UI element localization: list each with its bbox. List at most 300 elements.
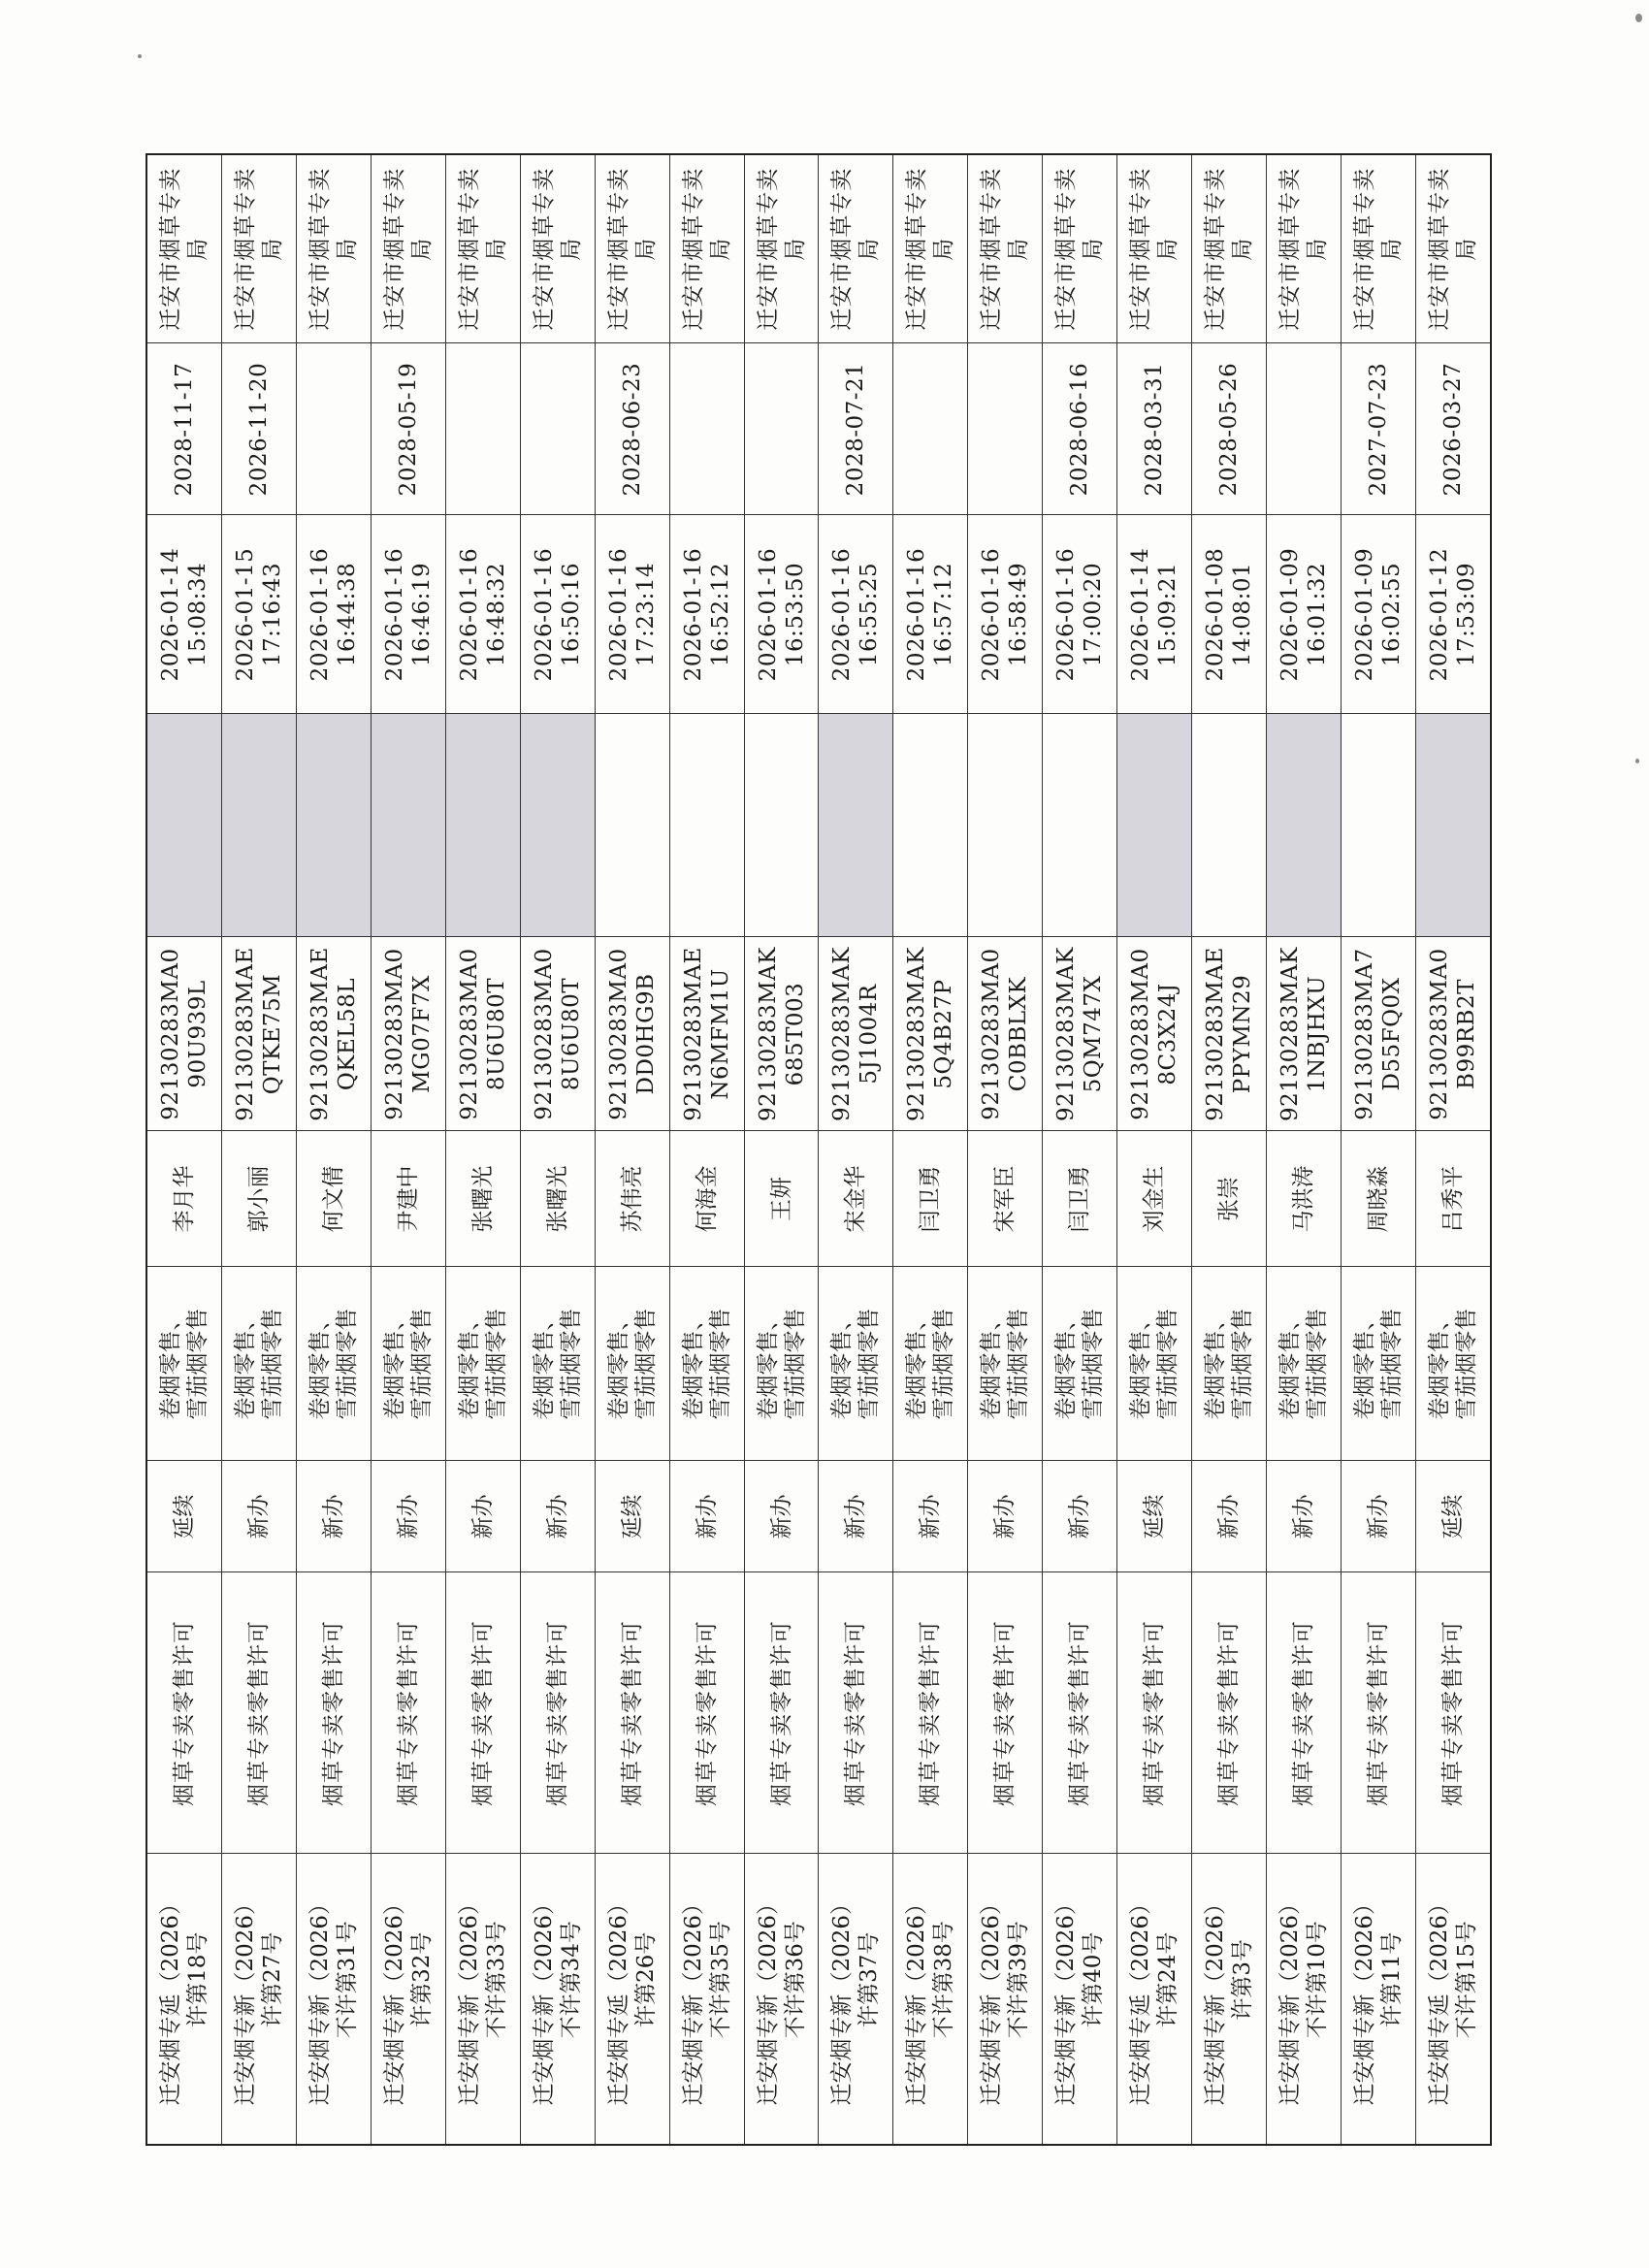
license-type: 烟草专卖零售许可: [146, 1572, 222, 1854]
redacted-cell: [222, 714, 297, 937]
issuing-authority: 迁安市烟草专卖局: [445, 154, 520, 343]
credit-code-cell: [520, 937, 595, 1131]
license-number-cell: [520, 1854, 595, 2145]
operation-type: 新办: [1043, 1461, 1117, 1572]
decision-datetime-cell: [819, 515, 893, 714]
decision-time: 17:16:43: [260, 562, 286, 667]
redacted-cell: [297, 714, 372, 937]
license-number: 迁安烟专新（2026）: [1203, 1892, 1229, 2106]
business-scope-2: 雪茄烟零售: [334, 1308, 360, 1420]
license-number-cell: [1415, 1854, 1491, 2145]
operation-type: 新办: [520, 1461, 595, 1572]
decision-datetime-cell: [1043, 515, 1117, 714]
expiry-date: 2028-05-26: [1192, 343, 1267, 515]
license-number-suffix: 许第11号: [1378, 1931, 1405, 2027]
credit-code-suffix: C0BBLXK: [1006, 976, 1032, 1092]
decision-datetime-cell: [893, 515, 968, 714]
credit-code-suffix: 90U939L: [185, 980, 211, 1088]
credit-code-cell: [297, 937, 372, 1131]
issuing-authority: 迁安市烟草专卖局: [1267, 154, 1342, 343]
operation-type: 新办: [744, 1461, 819, 1572]
license-number-cell: [371, 1854, 445, 2145]
license-number: 迁安烟专延（2026）: [1426, 1892, 1452, 2106]
applicant-name: 尹建中: [371, 1131, 445, 1267]
credit-code-suffix: B99RB2T: [1453, 979, 1479, 1089]
issuing-authority: 迁安市烟草专卖局: [595, 154, 669, 343]
license-number-cell: [819, 1854, 893, 2145]
table-row: [520, 154, 595, 2145]
table-row: [146, 154, 222, 2145]
credit-code: 92130283MA0: [531, 948, 557, 1120]
issuing-authority: 迁安市烟草专卖局: [669, 154, 744, 343]
expiry-date: [1267, 343, 1342, 515]
decision-date: 2026-01-16: [755, 547, 781, 682]
operation-type: 延续: [1117, 1461, 1192, 1572]
business-scope-cell: [744, 1267, 819, 1461]
credit-code-cell: [595, 937, 669, 1131]
decision-date: 2026-01-08: [1203, 547, 1229, 682]
table-row: [1192, 154, 1267, 2145]
credit-code: 92130283MAE: [1203, 947, 1229, 1121]
license-number-suffix: 不许第15号: [1453, 1921, 1479, 2039]
decision-time: 15:08:34: [185, 562, 211, 667]
license-number: 迁安烟专新（2026）: [829, 1892, 856, 2106]
business-scope: 卷烟零售、: [605, 1308, 631, 1420]
license-type: 烟草专卖零售许可: [968, 1572, 1043, 1854]
decision-time: 16:44:38: [334, 562, 360, 667]
license-type: 烟草专卖零售许可: [1267, 1572, 1342, 1854]
redacted-cell: [371, 714, 445, 937]
decision-time: 16:55:25: [857, 562, 883, 667]
credit-code: 92130283MA0: [979, 948, 1005, 1120]
applicant-name: 宋金华: [819, 1131, 893, 1267]
table-body: [146, 154, 1491, 2145]
business-scope-cell: [520, 1267, 595, 1461]
business-scope-2: 雪茄烟零售: [1230, 1308, 1256, 1420]
decision-date: 2026-01-16: [456, 547, 482, 682]
expiry-date: 2028-05-19: [371, 343, 445, 515]
issuing-authority: 迁安市烟草专卖局: [1415, 154, 1491, 343]
business-scope-2: 雪茄烟零售: [1006, 1308, 1032, 1420]
issuing-authority: 迁安市烟草专卖局: [968, 154, 1043, 343]
decision-datetime-cell: [1341, 515, 1415, 714]
business-scope-cell: [1192, 1267, 1267, 1461]
business-scope-cell: [1415, 1267, 1491, 1461]
decision-date: 2026-01-14: [158, 547, 184, 682]
decision-datetime-cell: [744, 515, 819, 714]
business-scope-cell: [222, 1267, 297, 1461]
table-row: [893, 154, 968, 2145]
business-scope-cell: [146, 1267, 222, 1461]
decision-date: 2026-01-16: [381, 547, 407, 682]
decision-datetime-cell: [1267, 515, 1342, 714]
decision-datetime-cell: [968, 515, 1043, 714]
issuing-authority: 迁安市烟草专卖局: [520, 154, 595, 343]
license-number: 迁安烟专新（2026）: [680, 1892, 706, 2106]
business-scope: 卷烟零售、: [1128, 1308, 1154, 1420]
business-scope: 卷烟零售、: [1203, 1308, 1229, 1420]
credit-code: 92130283MAK: [904, 947, 930, 1121]
business-scope-2: 雪茄烟零售: [483, 1308, 509, 1420]
license-type: 烟草专卖零售许可: [819, 1572, 893, 1854]
license-number-cell: [1341, 1854, 1415, 2145]
rotated-table-wrapper: [146, 155, 1492, 2146]
license-type: 烟草专卖零售许可: [1043, 1572, 1117, 1854]
business-scope: 卷烟零售、: [1426, 1308, 1452, 1420]
license-number: 迁安烟专新（2026）: [1351, 1892, 1377, 2106]
operation-type: 新办: [819, 1461, 893, 1572]
decision-date: 2026-01-16: [680, 547, 706, 682]
credit-code: 92130283MA0: [1426, 948, 1452, 1120]
issuing-authority: 迁安市烟草专卖局: [146, 154, 222, 343]
decision-date: 2026-01-16: [904, 547, 930, 682]
operation-type: 新办: [297, 1461, 372, 1572]
expiry-date: [669, 343, 744, 515]
credit-code-cell: [445, 937, 520, 1131]
credit-code-cell: [222, 937, 297, 1131]
license-number: 迁安烟专延（2026）: [1128, 1892, 1154, 2106]
business-scope-cell: [1117, 1267, 1192, 1461]
applicant-name: 吕秀平: [1415, 1131, 1491, 1267]
expiry-date: 2028-11-17: [146, 343, 222, 515]
license-number-cell: [222, 1854, 297, 2145]
license-type: 烟草专卖零售许可: [595, 1572, 669, 1854]
applicant-name: 王妍: [744, 1131, 819, 1267]
table-row: [595, 154, 669, 2145]
decision-datetime-cell: [595, 515, 669, 714]
applicant-name: 周晓淼: [1341, 1131, 1415, 1267]
business-scope: 卷烟零售、: [381, 1308, 407, 1420]
redacted-cell: [520, 714, 595, 937]
issuing-authority: 迁安市烟草专卖局: [297, 154, 372, 343]
business-scope: 卷烟零售、: [158, 1308, 184, 1420]
credit-code-cell: [1117, 937, 1192, 1131]
credit-code: 92130283MA0: [1128, 948, 1154, 1120]
business-scope: 卷烟零售、: [829, 1308, 856, 1420]
credit-code-cell: [1267, 937, 1342, 1131]
license-number-suffix: 不许第39号: [1006, 1921, 1032, 2039]
credit-code: 92130283MA0: [605, 948, 631, 1120]
business-scope-cell: [819, 1267, 893, 1461]
applicant-name: 郭小丽: [222, 1131, 297, 1267]
applicant-name: 闫卫勇: [1043, 1131, 1117, 1267]
decision-date: 2026-01-16: [1053, 547, 1080, 682]
business-scope-2: 雪茄烟零售: [857, 1308, 883, 1420]
credit-code-suffix: 8U6U80T: [483, 977, 509, 1091]
credit-code-cell: [1341, 937, 1415, 1131]
table-row: [222, 154, 297, 2145]
business-scope: 卷烟零售、: [1277, 1308, 1303, 1420]
business-scope-2: 雪茄烟零售: [408, 1308, 435, 1420]
license-number-cell: [1267, 1854, 1342, 2145]
credit-code: 92130283MAK: [829, 947, 856, 1121]
business-scope-cell: [1341, 1267, 1415, 1461]
business-scope-2: 雪茄烟零售: [782, 1308, 808, 1420]
credit-code: 92130283MA0: [381, 948, 407, 1120]
decision-time: 16:01:32: [1304, 562, 1330, 667]
business-scope: 卷烟零售、: [1053, 1308, 1080, 1420]
license-number-suffix: 不许第31号: [334, 1921, 360, 2039]
expiry-date: [968, 343, 1043, 515]
business-scope-cell: [968, 1267, 1043, 1461]
decision-datetime-cell: [669, 515, 744, 714]
decision-time: 16:53:50: [782, 562, 808, 667]
credit-code-cell: [146, 937, 222, 1131]
applicant-name: 张曙光: [520, 1131, 595, 1267]
decision-time: 15:09:21: [1155, 562, 1181, 667]
license-number-suffix: 许第3号: [1230, 1938, 1256, 2021]
business-scope-2: 雪茄烟零售: [632, 1308, 659, 1420]
credit-code-suffix: N6MFM1U: [707, 968, 733, 1100]
license-number-cell: [595, 1854, 669, 2145]
license-type: 烟草专卖零售许可: [669, 1572, 744, 1854]
applicant-name: 李月华: [146, 1131, 222, 1267]
business-scope-cell: [371, 1267, 445, 1461]
credit-code-cell: [669, 937, 744, 1131]
license-number-cell: [669, 1854, 744, 2145]
applicant-name: 张崇: [1192, 1131, 1267, 1267]
license-number-cell: [968, 1854, 1043, 2145]
operation-type: 延续: [595, 1461, 669, 1572]
decision-date: 2026-01-09: [1351, 547, 1377, 682]
decision-date: 2026-01-16: [605, 547, 631, 682]
business-scope: 卷烟零售、: [680, 1308, 706, 1420]
issuing-authority: 迁安市烟草专卖局: [1341, 154, 1415, 343]
expiry-date: 2026-03-27: [1415, 343, 1491, 515]
decision-datetime-cell: [1117, 515, 1192, 714]
decision-datetime-cell: [445, 515, 520, 714]
operation-type: 新办: [1192, 1461, 1267, 1572]
table-row: [669, 154, 744, 2145]
applicant-name: 苏伟亮: [595, 1131, 669, 1267]
license-number-suffix: 许第37号: [857, 1931, 883, 2027]
credit-code: 92130283MAE: [307, 947, 333, 1121]
redacted-cell: [744, 714, 819, 937]
table-row: [297, 154, 372, 2145]
license-number-suffix: 不许第10号: [1304, 1921, 1330, 2039]
table-row: [744, 154, 819, 2145]
license-number: 迁安烟专新（2026）: [904, 1892, 930, 2106]
applicant-name: 马洪涛: [1267, 1131, 1342, 1267]
business-scope-cell: [445, 1267, 520, 1461]
license-type: 烟草专卖零售许可: [222, 1572, 297, 1854]
license-number-suffix: 许第27号: [260, 1931, 286, 2027]
credit-code-suffix: 8C3X24J: [1155, 983, 1181, 1085]
decision-time: 17:53:09: [1453, 562, 1479, 667]
license-number-cell: [445, 1854, 520, 2145]
credit-code-suffix: DD0HG9B: [632, 973, 659, 1095]
issuing-authority: 迁安市烟草专卖局: [1192, 154, 1267, 343]
scan-speck: [1635, 14, 1642, 22]
license-number: 迁安烟专新（2026）: [1053, 1892, 1080, 2106]
business-scope-cell: [893, 1267, 968, 1461]
business-scope-2: 雪茄烟零售: [1081, 1308, 1107, 1420]
table-row: [1415, 154, 1491, 2145]
redacted-cell: [819, 714, 893, 937]
business-scope-2: 雪茄烟零售: [1453, 1308, 1479, 1420]
decision-date: 2026-01-16: [829, 547, 856, 682]
applicant-name: 何海金: [669, 1131, 744, 1267]
license-number-suffix: 许第40号: [1081, 1931, 1107, 2027]
decision-datetime-cell: [520, 515, 595, 714]
redacted-cell: [146, 714, 222, 937]
license-number: 迁安烟专新（2026）: [755, 1892, 781, 2106]
decision-time: 16:50:16: [558, 562, 584, 667]
credit-code: 92130283MA7: [1351, 948, 1377, 1120]
credit-code: 92130283MA0: [456, 948, 482, 1120]
business-scope: 卷烟零售、: [456, 1308, 482, 1420]
applicant-name: 刘金生: [1117, 1131, 1192, 1267]
license-number: 迁安烟专新（2026）: [979, 1892, 1005, 2106]
credit-code-cell: [371, 937, 445, 1131]
business-scope-cell: [1043, 1267, 1117, 1461]
expiry-date: [744, 343, 819, 515]
expiry-date: 2028-06-23: [595, 343, 669, 515]
business-scope-2: 雪茄烟零售: [707, 1308, 733, 1420]
business-scope: 卷烟零售、: [531, 1308, 557, 1420]
issuing-authority: 迁安市烟草专卖局: [744, 154, 819, 343]
table-row: [371, 154, 445, 2145]
decision-date: 2026-01-14: [1128, 547, 1154, 682]
issuing-authority: 迁安市烟草专卖局: [1117, 154, 1192, 343]
issuing-authority: 迁安市烟草专卖局: [222, 154, 297, 343]
operation-type: 新办: [222, 1461, 297, 1572]
scan-speck: [1635, 759, 1639, 763]
business-scope-2: 雪茄烟零售: [1378, 1308, 1405, 1420]
business-scope: 卷烟零售、: [307, 1308, 333, 1420]
issuing-authority: 迁安市烟草专卖局: [371, 154, 445, 343]
credit-code-suffix: 685T003: [782, 982, 808, 1086]
business-scope-cell: [595, 1267, 669, 1461]
decision-datetime-cell: [1192, 515, 1267, 714]
credit-code: 92130283MAE: [233, 947, 259, 1121]
operation-type: 新办: [1341, 1461, 1415, 1572]
credit-code-suffix: 8U6U80T: [558, 977, 584, 1091]
credit-code-suffix: 5QM747X: [1081, 975, 1107, 1093]
applicant-name: 宋军臣: [968, 1131, 1043, 1267]
license-type: 烟草专卖零售许可: [744, 1572, 819, 1854]
decision-date: 2026-01-16: [531, 547, 557, 682]
redacted-cell: [1117, 714, 1192, 937]
license-number: 迁安烟专新（2026）: [307, 1892, 333, 2106]
license-number: 迁安烟专延（2026）: [158, 1892, 184, 2106]
credit-code-cell: [893, 937, 968, 1131]
decision-date: 2026-01-12: [1426, 547, 1452, 682]
license-type: 烟草专卖零售许可: [520, 1572, 595, 1854]
credit-code-suffix: QKEL58L: [334, 977, 360, 1091]
business-scope: 卷烟零售、: [904, 1308, 930, 1420]
credit-code: 92130283MAK: [1277, 947, 1303, 1121]
applicant-name: 张曙光: [445, 1131, 520, 1267]
issuing-authority: 迁安市烟草专卖局: [819, 154, 893, 343]
decision-date: 2026-01-09: [1277, 547, 1303, 682]
business-scope-2: 雪茄烟零售: [185, 1308, 211, 1420]
decision-time: 14:08:01: [1230, 562, 1256, 667]
license-number: 迁安烟专新（2026）: [1277, 1892, 1303, 2106]
decision-time: 16:48:32: [483, 562, 509, 667]
redacted-cell: [1043, 714, 1117, 937]
redacted-cell: [1341, 714, 1415, 937]
expiry-date: [297, 343, 372, 515]
permits-table: [146, 153, 1492, 2146]
license-type: 烟草专卖零售许可: [1415, 1572, 1491, 1854]
business-scope: 卷烟零售、: [979, 1308, 1005, 1420]
license-type: 烟草专卖零售许可: [1192, 1572, 1267, 1854]
decision-datetime-cell: [371, 515, 445, 714]
license-number-cell: [146, 1854, 222, 2145]
business-scope-2: 雪茄烟零售: [1155, 1308, 1181, 1420]
expiry-date: 2028-03-31: [1117, 343, 1192, 515]
license-number-suffix: 许第24号: [1155, 1931, 1181, 2027]
business-scope-2: 雪茄烟零售: [558, 1308, 584, 1420]
license-number-suffix: 不许第36号: [782, 1921, 808, 2039]
decision-time: 16:52:12: [707, 562, 733, 667]
redacted-cell: [1267, 714, 1342, 937]
license-number: 迁安烟专新（2026）: [233, 1892, 259, 2106]
table-row: [1117, 154, 1192, 2145]
credit-code-cell: [968, 937, 1043, 1131]
redacted-cell: [445, 714, 520, 937]
decision-datetime-cell: [222, 515, 297, 714]
license-number-cell: [1117, 1854, 1192, 2145]
credit-code: 92130283MAK: [1053, 947, 1080, 1121]
expiry-date: [520, 343, 595, 515]
applicant-name: 何文倩: [297, 1131, 372, 1267]
decision-time: 16:02:55: [1378, 562, 1405, 667]
redacted-cell: [595, 714, 669, 937]
business-scope-2: 雪茄烟零售: [931, 1308, 957, 1420]
operation-type: 新办: [968, 1461, 1043, 1572]
credit-code-suffix: 5J1004R: [857, 984, 883, 1085]
applicant-name: 闫卫勇: [893, 1131, 968, 1267]
expiry-date: 2026-11-20: [222, 343, 297, 515]
operation-type: 新办: [445, 1461, 520, 1572]
credit-code: 92130283MAE: [680, 947, 706, 1121]
redacted-cell: [893, 714, 968, 937]
license-number-suffix: 不许第35号: [707, 1921, 733, 2039]
redacted-cell: [669, 714, 744, 937]
redacted-cell: [1192, 714, 1267, 937]
expiry-date: 2028-07-21: [819, 343, 893, 515]
table-row: [819, 154, 893, 2145]
expiry-date: [445, 343, 520, 515]
license-number-cell: [1192, 1854, 1267, 2145]
operation-type: 延续: [146, 1461, 222, 1572]
operation-type: 新办: [893, 1461, 968, 1572]
license-number-cell: [297, 1854, 372, 2145]
table-row: [968, 154, 1043, 2145]
license-number-suffix: 不许第34号: [558, 1921, 584, 2039]
decision-time: 16:58:49: [1006, 562, 1032, 667]
license-number-suffix: 不许第33号: [483, 1921, 509, 2039]
credit-code-cell: [1043, 937, 1117, 1131]
credit-code-suffix: QTKE75M: [260, 973, 286, 1095]
decision-datetime-cell: [146, 515, 222, 714]
expiry-date: [893, 343, 968, 515]
business-scope: 卷烟零售、: [1351, 1308, 1377, 1420]
table-row: [1267, 154, 1342, 2145]
redacted-cell: [1415, 714, 1491, 937]
business-scope: 卷烟零售、: [233, 1308, 259, 1420]
license-number: 迁安烟专新（2026）: [456, 1892, 482, 2106]
decision-time: 17:23:14: [632, 562, 659, 667]
license-number: 迁安烟专新（2026）: [531, 1892, 557, 2106]
business-scope-cell: [297, 1267, 372, 1461]
decision-date: 2026-01-16: [307, 547, 333, 682]
business-scope: 卷烟零售、: [755, 1308, 781, 1420]
license-type: 烟草专卖零售许可: [893, 1572, 968, 1854]
business-scope-2: 雪茄烟零售: [260, 1308, 286, 1420]
